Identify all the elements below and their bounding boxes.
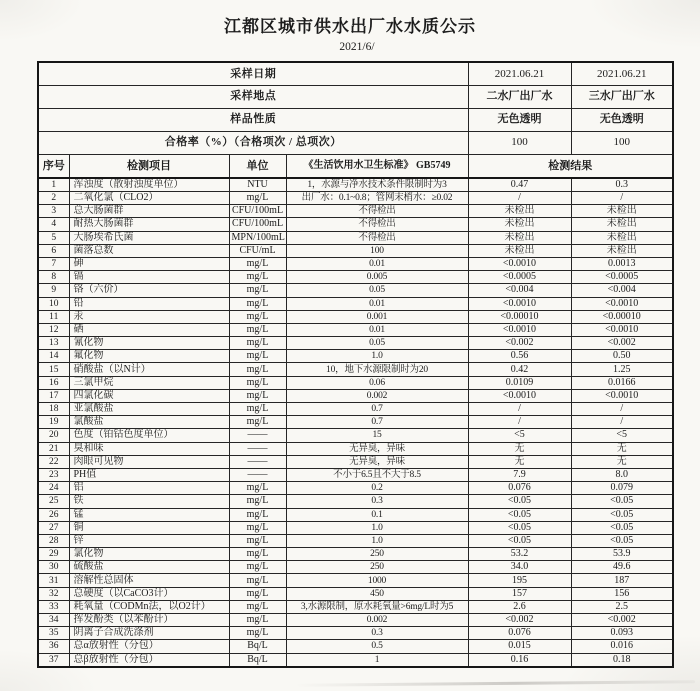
cell-item: 硒 xyxy=(69,323,229,336)
cell-result-plant2: 0.0109 xyxy=(468,376,571,389)
page-title: 江都区城市供水出厂水水质公示 xyxy=(224,17,476,36)
cell-unit: CFU/100mL xyxy=(229,218,286,231)
cell-standard: 出厂水：0.1~0.8；管网末梢水：≥0.02 xyxy=(286,192,468,205)
cell-standard: 0.06 xyxy=(286,376,468,389)
cell-item: 大肠埃希氏菌 xyxy=(69,231,229,244)
cell-item: 二氧化氯（CLO2） xyxy=(69,192,229,205)
cell-result-plant2: <0.05 xyxy=(468,521,571,534)
cell-result-plant2: 0.42 xyxy=(468,363,571,376)
cell-result-plant3: <0.002 xyxy=(571,337,673,350)
cell-no: 31 xyxy=(38,574,69,587)
cell-no: 22 xyxy=(38,455,69,468)
cell-result-plant3: <0.0005 xyxy=(571,271,673,284)
table-row xyxy=(38,482,673,495)
cell-standard: 不得检出 xyxy=(286,218,468,231)
cell-unit: mg/L xyxy=(229,521,286,534)
cell-item: 总β放射性（分包） xyxy=(69,653,229,667)
sampling-location-label: 采样地点 xyxy=(38,85,468,108)
cell-item: 氟化物 xyxy=(69,350,229,363)
sampling-location-plant3: 三水厂出厂水 xyxy=(571,85,673,108)
cell-no: 12 xyxy=(38,323,69,336)
table-row xyxy=(38,310,673,323)
cell-unit: mg/L xyxy=(229,310,286,323)
cell-result-plant3: 0.079 xyxy=(571,482,673,495)
cell-item: 氯化物 xyxy=(69,548,229,561)
table-row xyxy=(38,297,673,310)
table-row xyxy=(38,257,673,270)
cell-unit: mg/L xyxy=(229,416,286,429)
cell-result-plant2: <0.0010 xyxy=(468,323,571,336)
table-row xyxy=(38,389,673,402)
cell-item: 锌 xyxy=(69,534,229,547)
cell-result-plant3: 0.093 xyxy=(571,627,673,640)
cell-standard: 250 xyxy=(286,548,468,561)
table-row xyxy=(38,455,673,468)
cell-no: 2 xyxy=(38,192,69,205)
cell-no: 18 xyxy=(38,403,69,416)
cell-item: 硝酸盐（以N计） xyxy=(69,363,229,376)
table-row xyxy=(38,271,673,284)
cell-unit: mg/L xyxy=(229,376,286,389)
cell-no: 29 xyxy=(38,548,69,561)
cell-unit: mg/L xyxy=(229,548,286,561)
table-row xyxy=(38,218,673,231)
cell-result-plant2: 0.015 xyxy=(468,640,571,653)
sample-nature-plant3: 无色透明 xyxy=(571,108,673,131)
cell-item: 汞 xyxy=(69,310,229,323)
cell-no: 33 xyxy=(38,600,69,613)
cell-standard: 不小于6.5且不大于8.5 xyxy=(286,468,468,481)
cell-unit: mg/L xyxy=(229,297,286,310)
table-row xyxy=(38,376,673,389)
cell-item: 耗氧量（CODMn法，以O2计） xyxy=(69,600,229,613)
table-row xyxy=(38,231,673,244)
cell-unit: —— xyxy=(229,442,286,455)
cell-unit: mg/L xyxy=(229,350,286,363)
cell-result-plant2: <0.05 xyxy=(468,495,571,508)
cell-result-plant2: 195 xyxy=(468,574,571,587)
cell-no: 16 xyxy=(38,376,69,389)
table-row xyxy=(38,244,673,257)
cell-item: PH值 xyxy=(69,468,229,481)
cell-result-plant3: 未检出 xyxy=(571,205,673,218)
cell-result-plant2: <0.002 xyxy=(468,614,571,627)
cell-result-plant3: <0.05 xyxy=(571,495,673,508)
cell-unit: MPN/100mL xyxy=(229,231,286,244)
cell-standard: 0.001 xyxy=(286,310,468,323)
table-row xyxy=(38,521,673,534)
cell-item: 耐热大肠菌群 xyxy=(69,218,229,231)
cell-standard: 无异臭，异味 xyxy=(286,455,468,468)
cell-unit: mg/L xyxy=(229,192,286,205)
cell-unit: CFU/mL xyxy=(229,244,286,257)
table-row xyxy=(38,640,673,653)
cell-unit: mg/L xyxy=(229,257,286,270)
cell-result-plant3: 无 xyxy=(571,442,673,455)
cell-item: 总α放射性（分包） xyxy=(69,640,229,653)
cell-item: 臭和味 xyxy=(69,442,229,455)
cell-standard: 0.3 xyxy=(286,495,468,508)
cell-item: 四氯化碳 xyxy=(69,389,229,402)
sampling-date-plant3: 2021.06.21 xyxy=(571,62,673,85)
table-row xyxy=(38,284,673,297)
cell-no: 20 xyxy=(38,429,69,442)
cell-standard: 不得检出 xyxy=(286,205,468,218)
cell-result-plant3: / xyxy=(571,403,673,416)
cell-standard: 450 xyxy=(286,587,468,600)
cell-item: 镉 xyxy=(69,271,229,284)
cell-result-plant3: 49.6 xyxy=(571,561,673,574)
cell-unit: mg/L xyxy=(229,600,286,613)
table-row xyxy=(38,508,673,521)
table-row xyxy=(38,561,673,574)
cell-result-plant2: <0.0010 xyxy=(468,389,571,402)
cell-item: 铅 xyxy=(69,297,229,310)
cell-unit: mg/L xyxy=(229,614,286,627)
table-row xyxy=(38,495,673,508)
table-row xyxy=(38,574,673,587)
cell-standard: 1.0 xyxy=(286,521,468,534)
cell-no: 19 xyxy=(38,416,69,429)
cell-item: 铁 xyxy=(69,495,229,508)
cell-no: 17 xyxy=(38,389,69,402)
cell-item: 色度（铂钴色度单位） xyxy=(69,429,229,442)
cell-result-plant3: 2.5 xyxy=(571,600,673,613)
sample-nature-plant2: 无色透明 xyxy=(468,108,571,131)
cell-standard: 0.7 xyxy=(286,403,468,416)
cell-item: 阴离子合成洗涤剂 xyxy=(69,627,229,640)
cell-standard: 1 xyxy=(286,653,468,667)
cell-result-plant2: 未检出 xyxy=(468,244,571,257)
cell-result-plant3: / xyxy=(571,416,673,429)
cell-result-plant3: / xyxy=(571,192,673,205)
cell-standard: 0.3 xyxy=(286,627,468,640)
cell-standard: 0.5 xyxy=(286,640,468,653)
sampling-location-plant2: 二水厂出厂水 xyxy=(468,85,571,108)
cell-unit: mg/L xyxy=(229,627,286,640)
cell-result-plant2: 0.56 xyxy=(468,350,571,363)
cell-unit: mg/L xyxy=(229,363,286,376)
cell-item: 挥发酚类（以苯酚计） xyxy=(69,614,229,627)
cell-result-plant3: 无 xyxy=(571,455,673,468)
cell-result-plant3: <0.0010 xyxy=(571,323,673,336)
cell-no: 36 xyxy=(38,640,69,653)
cell-no: 14 xyxy=(38,350,69,363)
cell-unit: mg/L xyxy=(229,337,286,350)
cell-result-plant3: 53.9 xyxy=(571,548,673,561)
cell-standard: 0.002 xyxy=(286,614,468,627)
cell-result-plant3: <0.0010 xyxy=(571,297,673,310)
cell-standard: 不得检出 xyxy=(286,231,468,244)
cell-unit: mg/L xyxy=(229,389,286,402)
cell-item: 铬（六价） xyxy=(69,284,229,297)
cell-unit: Bq/L xyxy=(229,653,286,667)
cell-no: 11 xyxy=(38,310,69,323)
cell-item: 砷 xyxy=(69,257,229,270)
cell-result-plant2: 未检出 xyxy=(468,205,571,218)
cell-result-plant2: / xyxy=(468,403,571,416)
cell-unit: mg/L xyxy=(229,574,286,587)
cell-standard: 0.005 xyxy=(286,271,468,284)
water-quality-table xyxy=(37,61,674,668)
cell-result-plant3: 0.0013 xyxy=(571,257,673,270)
table-row xyxy=(38,653,673,667)
cell-item: 硫酸盐 xyxy=(69,561,229,574)
cell-unit: Bq/L xyxy=(229,640,286,653)
cell-standard: 0.7 xyxy=(286,416,468,429)
cell-result-plant2: 0.16 xyxy=(468,653,571,667)
col-header-standard: 《生活饮用水卫生标准》 GB5749 xyxy=(286,154,468,178)
cell-standard: 1.0 xyxy=(286,534,468,547)
cell-item: 肉眼可见物 xyxy=(69,455,229,468)
cell-unit: mg/L xyxy=(229,561,286,574)
cell-standard: 250 xyxy=(286,561,468,574)
cell-standard: 0.002 xyxy=(286,389,468,402)
col-header-no: 序号 xyxy=(38,154,69,178)
cell-unit: CFU/100mL xyxy=(229,205,286,218)
cell-result-plant3: <0.004 xyxy=(571,284,673,297)
cell-standard: 无异臭，异味 xyxy=(286,442,468,455)
cell-no: 23 xyxy=(38,468,69,481)
cell-standard: 0.2 xyxy=(286,482,468,495)
cell-item: 锰 xyxy=(69,508,229,521)
col-header-item: 检测项目 xyxy=(69,154,229,178)
cell-result-plant2: 无 xyxy=(468,442,571,455)
cell-unit: mg/L xyxy=(229,508,286,521)
cell-standard: 100 xyxy=(286,244,468,257)
pass-rate-plant3: 100 xyxy=(571,131,673,154)
cell-result-plant3: 未检出 xyxy=(571,244,673,257)
table-row xyxy=(38,205,673,218)
cell-standard: 0.01 xyxy=(286,257,468,270)
cell-result-plant2: <0.0010 xyxy=(468,297,571,310)
cell-standard: 1000 xyxy=(286,574,468,587)
cell-result-plant3: 156 xyxy=(571,587,673,600)
cell-no: 7 xyxy=(38,257,69,270)
table-row xyxy=(38,534,673,547)
cell-standard: 1，水源与净水技术条件限制时为3 xyxy=(286,178,468,192)
cell-unit: mg/L xyxy=(229,482,286,495)
column-header-row xyxy=(38,154,673,178)
cell-result-plant3: 未检出 xyxy=(571,231,673,244)
cell-standard: 10，地下水源限制时为20 xyxy=(286,363,468,376)
cell-result-plant2: 未检出 xyxy=(468,218,571,231)
cell-result-plant2: <0.0005 xyxy=(468,271,571,284)
cell-result-plant3: 0.016 xyxy=(571,640,673,653)
cell-result-plant2: / xyxy=(468,416,571,429)
cell-result-plant2: <0.0010 xyxy=(468,257,571,270)
results-body xyxy=(38,178,673,667)
cell-result-plant3: 0.18 xyxy=(571,653,673,667)
cell-item: 三氯甲烷 xyxy=(69,376,229,389)
cell-unit: mg/L xyxy=(229,403,286,416)
table-row xyxy=(38,192,673,205)
cell-result-plant2: <0.05 xyxy=(468,534,571,547)
table-header xyxy=(38,62,673,178)
table-row xyxy=(38,587,673,600)
table-row xyxy=(38,600,673,613)
cell-no: 34 xyxy=(38,614,69,627)
cell-no: 6 xyxy=(38,244,69,257)
cell-result-plant2: 53.2 xyxy=(468,548,571,561)
cell-item: 铜 xyxy=(69,521,229,534)
cell-no: 13 xyxy=(38,337,69,350)
cell-unit: —— xyxy=(229,468,286,481)
cell-unit: mg/L xyxy=(229,271,286,284)
cell-no: 30 xyxy=(38,561,69,574)
cell-no: 8 xyxy=(38,271,69,284)
cell-result-plant2: / xyxy=(468,192,571,205)
cell-result-plant2: 157 xyxy=(468,587,571,600)
cell-unit: mg/L xyxy=(229,323,286,336)
cell-no: 4 xyxy=(38,218,69,231)
cell-no: 27 xyxy=(38,521,69,534)
cell-result-plant2: <0.00010 xyxy=(468,310,571,323)
cell-result-plant2: 0.076 xyxy=(468,482,571,495)
cell-result-plant3: <0.05 xyxy=(571,534,673,547)
cell-result-plant3: 未检出 xyxy=(571,218,673,231)
cell-standard: 0.01 xyxy=(286,323,468,336)
cell-standard: 0.05 xyxy=(286,337,468,350)
cell-unit: mg/L xyxy=(229,284,286,297)
info-row-sample-nature xyxy=(38,108,673,131)
cell-result-plant3: 187 xyxy=(571,574,673,587)
cell-unit: NTU xyxy=(229,178,286,192)
cell-result-plant3: <0.0010 xyxy=(571,389,673,402)
cell-item: 氯酸盐 xyxy=(69,416,229,429)
scan-artifact-streak xyxy=(295,680,695,686)
table-row xyxy=(38,403,673,416)
cell-standard: 1.0 xyxy=(286,350,468,363)
cell-no: 28 xyxy=(38,534,69,547)
cell-standard: 0.1 xyxy=(286,508,468,521)
cell-standard: 0.01 xyxy=(286,297,468,310)
cell-result-plant3: <0.05 xyxy=(571,508,673,521)
cell-result-plant2: 7.9 xyxy=(468,468,571,481)
info-row-sampling-date xyxy=(38,62,673,85)
cell-no: 3 xyxy=(38,205,69,218)
cell-no: 32 xyxy=(38,587,69,600)
cell-result-plant2: 0.47 xyxy=(468,178,571,192)
cell-item: 总大肠菌群 xyxy=(69,205,229,218)
table-row xyxy=(38,363,673,376)
table-row xyxy=(38,416,673,429)
cell-item: 氰化物 xyxy=(69,337,229,350)
cell-result-plant2: <0.002 xyxy=(468,337,571,350)
col-header-unit: 单位 xyxy=(229,154,286,178)
cell-no: 10 xyxy=(38,297,69,310)
cell-no: 9 xyxy=(38,284,69,297)
cell-no: 26 xyxy=(38,508,69,521)
cell-item: 总硬度（以CaCO3计） xyxy=(69,587,229,600)
cell-no: 21 xyxy=(38,442,69,455)
cell-standard: 0.05 xyxy=(286,284,468,297)
cell-unit: mg/L xyxy=(229,587,286,600)
info-row-pass-rate xyxy=(38,131,673,154)
cell-result-plant3: <0.05 xyxy=(571,521,673,534)
cell-unit: —— xyxy=(229,429,286,442)
cell-standard: 15 xyxy=(286,429,468,442)
cell-result-plant3: 0.50 xyxy=(571,350,673,363)
table-row xyxy=(38,627,673,640)
cell-no: 1 xyxy=(38,178,69,192)
table-row xyxy=(38,323,673,336)
cell-result-plant3: <0.002 xyxy=(571,614,673,627)
cell-result-plant3: <5 xyxy=(571,429,673,442)
cell-result-plant2: 0.076 xyxy=(468,627,571,640)
cell-result-plant2: 未检出 xyxy=(468,231,571,244)
cell-result-plant3: 8.0 xyxy=(571,468,673,481)
cell-result-plant3: 1.25 xyxy=(571,363,673,376)
cell-result-plant2: <5 xyxy=(468,429,571,442)
cell-result-plant3: <0.00010 xyxy=(571,310,673,323)
cell-item: 浑浊度（散射浊度单位） xyxy=(69,178,229,192)
sampling-date-plant2: 2021.06.21 xyxy=(468,62,571,85)
table-row xyxy=(38,350,673,363)
cell-result-plant2: 34.0 xyxy=(468,561,571,574)
cell-result-plant2: <0.05 xyxy=(468,508,571,521)
cell-no: 24 xyxy=(38,482,69,495)
report-date-line: 2021/6/ xyxy=(339,41,375,53)
cell-result-plant2: 2.6 xyxy=(468,600,571,613)
cell-result-plant2: 无 xyxy=(468,455,571,468)
table-row xyxy=(38,468,673,481)
col-header-result: 检测结果 xyxy=(468,154,673,178)
table-row xyxy=(38,442,673,455)
cell-item: 溶解性总固体 xyxy=(69,574,229,587)
cell-item: 菌落总数 xyxy=(69,244,229,257)
cell-no: 35 xyxy=(38,627,69,640)
cell-standard: 3,水源限制，原水耗氧量>6mg/L时为5 xyxy=(286,600,468,613)
table-row xyxy=(38,548,673,561)
cell-unit: —— xyxy=(229,455,286,468)
table-row xyxy=(38,178,673,192)
cell-result-plant3: 0.3 xyxy=(571,178,673,192)
pass-rate-plant2: 100 xyxy=(468,131,571,154)
table-row xyxy=(38,337,673,350)
cell-unit: mg/L xyxy=(229,534,286,547)
cell-item: 铝 xyxy=(69,482,229,495)
cell-unit: mg/L xyxy=(229,495,286,508)
cell-no: 37 xyxy=(38,653,69,667)
cell-item: 亚氯酸盐 xyxy=(69,403,229,416)
cell-result-plant3: 0.0166 xyxy=(571,376,673,389)
cell-no: 25 xyxy=(38,495,69,508)
pass-rate-label: 合格率（%）（合格项次 / 总项次） xyxy=(38,131,468,154)
table-row xyxy=(38,614,673,627)
info-row-sampling-location xyxy=(38,85,673,108)
cell-no: 15 xyxy=(38,363,69,376)
table-row xyxy=(38,429,673,442)
sampling-date-label: 采样日期 xyxy=(38,62,468,85)
cell-no: 5 xyxy=(38,231,69,244)
sample-nature-label: 样品性质 xyxy=(38,108,468,131)
cell-result-plant2: <0.004 xyxy=(468,284,571,297)
